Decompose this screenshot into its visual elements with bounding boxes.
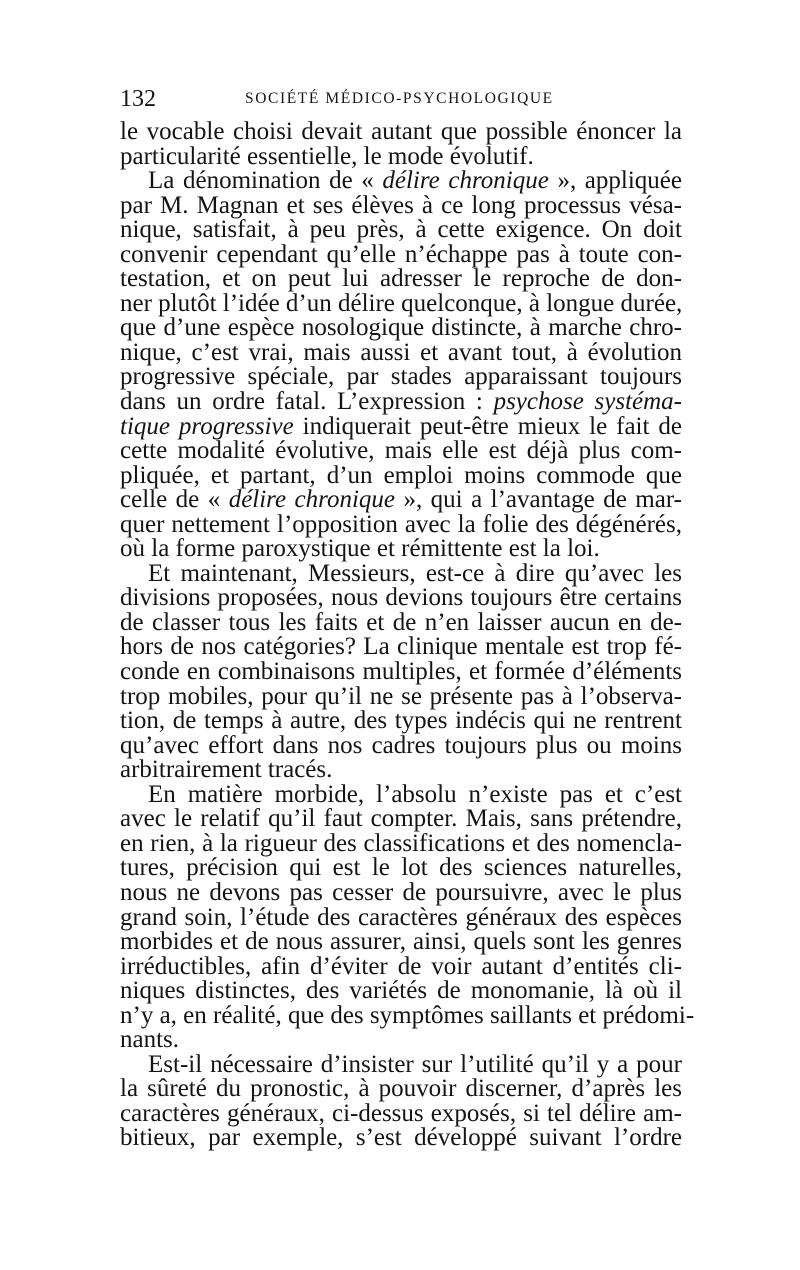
text-line: conde en combinaisons multiples, et formée d’éléments [120,658,682,686]
text-line: qu’avec effort dans nos cadres toujours plus ou moins [120,731,682,759]
text-line: n’y a, en réalité, que des symptômes saillants et prédomi- [120,1001,695,1029]
text-line: tique progressive indiquerait peut-être mieux le fait de [120,412,682,440]
text-line: la sûreté du pronostic, à pouvoir discerner, d’après les [120,1075,682,1103]
text-line: Et maintenant, Messieurs, est-ce à dire qu’avec les [148,559,682,587]
text-line: bitieux, par exemple, s’est développé suivant l’ordre [120,1124,682,1152]
text-line: arbitrairement tracés. [120,756,333,784]
text-line: progressive spéciale, par stades apparaissant toujours [120,363,682,391]
text-line: niques distinctes, des variétés de monomanie, là où il [120,977,682,1005]
text-line: testation, et on peut lui adresser le reproche de don- [120,265,682,293]
text-line: quer nettement l’opposition avec la folie des dégénérés, [120,510,682,538]
text-line: ner plutôt l’idée d’un délire quelconque, à longue durée, [120,289,683,317]
page-header [120,86,682,120]
text-line: celle de « délire chronique », qui a l’avantage de mar- [120,486,682,514]
text-line: tures, précision qui est le lot des sciences naturelles, [120,854,682,882]
text-line: morbides et de nous assurer, ainsi, quels sont les genres [120,928,682,956]
body-text [120,118,695,1152]
text-line: le vocable choisi devait autant que possible énoncer la [120,118,682,145]
text-line: cette modalité évolutive, mais elle est déjà plus com- [120,437,682,465]
text-line: particularité essentielle, le mode évolutif. [120,142,534,170]
text-line: où la forme paroxystique et rémittente est la loi. [120,535,600,563]
text-line: nants. [120,1026,180,1054]
text-line: caractères généraux, ci-dessus exposés, si tel délire am- [120,1099,682,1127]
text-line: Est-il nécessaire d’insister sur l’utilité qu’il y a pour [148,1050,682,1078]
text-line: de classer tous les faits et de n’en laisser aucun en de- [120,608,682,636]
text-line: nous ne devons pas cesser de poursuivre, avec le plus [120,878,682,906]
page-number: 132 [120,86,156,112]
text-line: irréductibles, afin d’éviter de voir autant d’entités cli- [120,952,682,980]
text-line: en rien, à la rigueur des classifications et des nomencla- [120,829,682,857]
text-line: par M. Magnan et ses élèves à ce long processus vésa- [120,191,682,219]
text-line: grand soin, l’étude des caractères généraux des espèces [120,903,682,931]
text-line: tion, de temps à autre, des types indécis qui ne rentrent [120,707,682,735]
text-line: pliquée, et partant, d’un emploi moins commode que [120,461,682,489]
text-line: hors de nos catégories? La clinique mentale est trop fé- [120,633,682,661]
running-head: SOCIÉTÉ MÉDICO-PSYCHOLOGIQUE [245,90,554,107]
text-line: divisions proposées, nous devions toujours être certains [120,584,682,612]
text-line: convenir cependant qu’elle n’échappe pas à toute con- [120,240,682,268]
text-line: La dénomination de « délire chronique », appliquée [148,167,682,195]
text-line: que d’une espèce nosologique distincte, à marche chro- [120,314,682,342]
book-page [120,86,695,1152]
text-line: dans un ordre fatal. L’expression : psychose systéma- [120,388,682,416]
text-line: En matière morbide, l’absolu n’existe pas et c’est [148,780,682,808]
text-line: nique, c’est vrai, mais aussi et avant tout, à évolution [120,338,682,366]
text-line: avec le relatif qu’il faut compter. Mais, sans prétendre, [120,805,682,833]
text-line: trop mobiles, pour qu’il ne se présente pas à l’observa- [120,682,682,710]
text-line: nique, satisfait, à peu près, à cette exigence. On doit [120,216,682,244]
